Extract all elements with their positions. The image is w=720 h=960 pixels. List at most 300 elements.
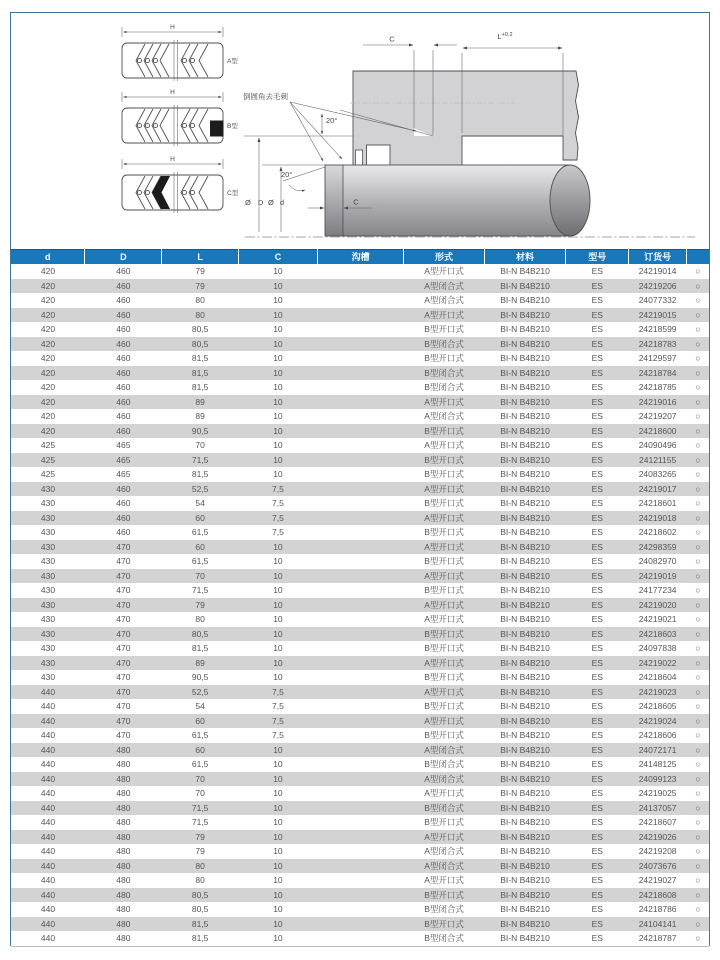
cell-form: A型开口式 xyxy=(424,686,464,697)
cell-form: B型开口式 xyxy=(424,701,464,711)
technical-drawing-area xyxy=(11,13,709,249)
cell-D: 470 xyxy=(116,556,131,566)
cell-order-no: 24219026 xyxy=(638,831,677,842)
cell-order-no: 24090496 xyxy=(638,440,677,450)
cell-groove xyxy=(317,395,404,410)
dim-h-label-a: H xyxy=(170,24,175,31)
rod-end xyxy=(550,165,590,236)
cell-C: 10 xyxy=(273,628,283,639)
cell-C: 7,5 xyxy=(272,512,284,523)
cell-C: 10 xyxy=(273,411,283,421)
center-ring-black xyxy=(152,176,170,209)
table-row xyxy=(11,627,709,642)
cell-form: A型开口式 xyxy=(424,875,464,885)
cell-order-no: 24218599 xyxy=(638,324,677,334)
cell-material: BI-N B4B210 xyxy=(500,802,550,813)
cell-model: ES xyxy=(591,411,603,421)
cell-d: 440 xyxy=(40,860,56,871)
status-cell: ○ xyxy=(695,556,701,566)
cell-model: ES xyxy=(591,425,603,436)
cell-D: 460 xyxy=(116,396,131,407)
cell-form: A型开口式 xyxy=(424,831,464,842)
table-row xyxy=(11,714,709,729)
status-cell: ○ xyxy=(695,744,701,755)
status-cell: ○ xyxy=(695,338,701,349)
cell-d: 440 xyxy=(40,686,56,697)
cell-L: 71,5 xyxy=(191,454,209,465)
cell-groove xyxy=(317,714,404,729)
cell-model: ES xyxy=(591,541,603,552)
cell-D: 460 xyxy=(116,280,131,291)
cell-form: B型开口式 xyxy=(424,730,464,740)
cell-model: ES xyxy=(591,280,603,291)
table-row xyxy=(11,409,709,424)
cell-order-no: 24218785 xyxy=(638,382,677,392)
cell-order-no: 24097838 xyxy=(638,643,677,653)
col-header-order-no: 订货号 xyxy=(629,250,687,265)
cell-model: ES xyxy=(591,759,603,769)
table-row xyxy=(11,293,709,308)
cell-material: BI-N B4B210 xyxy=(500,512,550,523)
cell-d: 440 xyxy=(40,788,56,798)
cell-C: 10 xyxy=(273,396,283,407)
cell-C: 7,5 xyxy=(272,686,284,697)
cell-material: BI-N B4B210 xyxy=(500,556,550,566)
cell-L: 70 xyxy=(195,440,205,450)
table-row xyxy=(11,743,709,758)
cell-model: ES xyxy=(591,527,603,537)
cell-form: A型开口式 xyxy=(424,483,464,494)
cell-form: B型闭合式 xyxy=(424,933,464,943)
cell-form: B型开口式 xyxy=(424,353,464,363)
table-row xyxy=(11,859,709,874)
cell-D: 470 xyxy=(116,599,131,610)
cell-D: 470 xyxy=(116,686,131,697)
cell-form: B型开口式 xyxy=(424,585,464,595)
cell-model: ES xyxy=(591,904,603,914)
cell-D: 460 xyxy=(116,338,131,349)
cell-material: BI-N B4B210 xyxy=(500,759,550,769)
cell-D: 460 xyxy=(116,382,131,392)
status-cell: ○ xyxy=(695,657,701,668)
cell-material: BI-N B4B210 xyxy=(500,425,550,436)
cell-order-no: 24219024 xyxy=(638,715,677,726)
seal-diagram-b xyxy=(122,89,238,146)
cell-C: 10 xyxy=(273,759,283,769)
cell-order-no: 24218783 xyxy=(638,338,677,349)
cell-material: BI-N B4B210 xyxy=(500,831,550,842)
cell-D: 465 xyxy=(116,469,131,479)
cell-material: BI-N B4B210 xyxy=(500,904,550,914)
cell-d: 425 xyxy=(40,454,56,465)
cell-D: 470 xyxy=(116,541,131,552)
col-header-model: 型号 xyxy=(566,250,629,265)
status-cell: ○ xyxy=(695,701,701,711)
cell-D: 460 xyxy=(116,324,131,334)
seal-type-c-label: C型 xyxy=(227,190,239,197)
cell-L: 81,5 xyxy=(191,382,209,392)
cell-d: 420 xyxy=(40,411,56,421)
cell-d: 440 xyxy=(40,730,56,740)
cell-C: 10 xyxy=(273,309,283,320)
cell-L: 81,5 xyxy=(191,933,209,943)
cell-material: BI-N B4B210 xyxy=(500,614,550,624)
cell-d: 420 xyxy=(40,309,56,320)
cell-form: B型闭合式 xyxy=(424,759,464,769)
cell-groove xyxy=(317,598,404,613)
cell-L: 81,5 xyxy=(191,469,209,479)
cell-D: 465 xyxy=(116,440,131,450)
cell-L: 80 xyxy=(195,860,205,871)
cell-groove xyxy=(317,728,404,743)
cell-d: 430 xyxy=(40,672,56,682)
cell-order-no: 24082970 xyxy=(638,556,677,566)
cell-d: 440 xyxy=(40,889,56,900)
cell-material: BI-N B4B210 xyxy=(500,367,550,378)
cell-form: A型开口式 xyxy=(424,309,464,320)
table-row xyxy=(11,931,709,946)
cell-D: 470 xyxy=(116,614,131,624)
cell-groove xyxy=(317,627,404,642)
cell-C: 10 xyxy=(273,918,283,929)
cell-L: 61,5 xyxy=(191,730,209,740)
cell-L: 80 xyxy=(195,614,205,624)
cell-L: 61,5 xyxy=(191,527,209,537)
cell-model: ES xyxy=(591,628,603,639)
cell-material: BI-N B4B210 xyxy=(500,715,550,726)
cell-material: BI-N B4B210 xyxy=(500,527,550,537)
status-cell: ○ xyxy=(695,469,701,479)
cell-d: 440 xyxy=(40,802,56,813)
cell-model: ES xyxy=(591,875,603,885)
cell-C: 10 xyxy=(273,440,283,450)
cell-model: ES xyxy=(591,614,603,624)
cell-C: 10 xyxy=(273,657,283,668)
status-cell: ○ xyxy=(695,483,701,494)
cell-form: A型开口式 xyxy=(424,657,464,668)
cell-d: 430 xyxy=(40,498,56,508)
cell-groove xyxy=(317,612,404,627)
table-row xyxy=(11,612,709,627)
cell-L: 80,5 xyxy=(191,338,209,349)
table-row xyxy=(11,902,709,917)
cell-material: BI-N B4B210 xyxy=(500,875,550,885)
cell-C: 10 xyxy=(273,904,283,914)
cell-L: 60 xyxy=(195,541,205,552)
cell-model: ES xyxy=(591,657,603,668)
cell-form: B型开口式 xyxy=(424,889,464,900)
cell-form: A型闭合式 xyxy=(424,773,464,784)
cell-groove xyxy=(317,641,404,656)
dia-bore-label: Ø D xyxy=(245,198,264,207)
col-header-material: 材料 xyxy=(484,250,566,265)
cell-groove xyxy=(317,685,404,700)
cell-groove xyxy=(317,279,404,294)
cell-C: 10 xyxy=(273,425,283,436)
cell-d: 430 xyxy=(40,643,56,653)
cell-d: 425 xyxy=(40,440,56,450)
cell-form: B型开口式 xyxy=(424,628,464,639)
cell-material: BI-N B4B210 xyxy=(500,628,550,639)
status-cell: ○ xyxy=(695,541,701,552)
cell-model: ES xyxy=(591,266,603,276)
cell-model: ES xyxy=(591,773,603,784)
table-row xyxy=(11,830,709,845)
cell-C: 10 xyxy=(273,846,283,856)
cell-D: 480 xyxy=(116,860,131,871)
cell-form: B型闭合式 xyxy=(424,904,464,914)
cell-L: 79 xyxy=(195,846,205,856)
cell-order-no: 24219017 xyxy=(638,483,677,494)
cell-D: 470 xyxy=(116,730,131,740)
cell-form: A型开口式 xyxy=(424,614,464,624)
cell-L: 80 xyxy=(195,295,205,305)
table-row xyxy=(11,844,709,859)
col-header-d: d xyxy=(11,250,85,265)
cell-groove xyxy=(317,815,404,830)
cell-C: 10 xyxy=(273,382,283,392)
cell-L: 52,5 xyxy=(191,483,209,494)
cell-C: 10 xyxy=(273,295,283,305)
cell-groove xyxy=(317,264,404,279)
status-cell: ○ xyxy=(695,918,701,929)
status-cell: ○ xyxy=(695,802,701,813)
cell-d: 420 xyxy=(40,280,56,291)
cell-d: 430 xyxy=(40,556,56,566)
cell-order-no: 24129597 xyxy=(638,353,677,363)
cell-form: B型开口式 xyxy=(424,918,464,929)
cell-L: 71,5 xyxy=(191,817,209,827)
cell-D: 480 xyxy=(116,933,131,943)
table-row xyxy=(11,598,709,613)
status-cell: ○ xyxy=(695,353,701,363)
catalog-page xyxy=(10,12,710,946)
cell-C: 10 xyxy=(273,614,283,624)
cell-d: 430 xyxy=(40,512,56,523)
cell-model: ES xyxy=(591,933,603,943)
table-row xyxy=(11,815,709,830)
cell-groove xyxy=(317,409,404,424)
cell-d: 420 xyxy=(40,396,56,407)
cell-d: 420 xyxy=(40,324,56,334)
cell-L: 89 xyxy=(195,411,205,421)
cell-D: 460 xyxy=(116,295,131,305)
cell-C: 10 xyxy=(273,541,283,552)
status-cell: ○ xyxy=(695,570,701,581)
cell-C: 10 xyxy=(273,454,283,465)
cell-material: BI-N B4B210 xyxy=(500,701,550,711)
cell-groove xyxy=(317,496,404,511)
status-cell: ○ xyxy=(695,599,701,610)
cell-form: A型开口式 xyxy=(424,599,464,610)
cell-order-no: 24219016 xyxy=(638,396,677,407)
cell-d: 420 xyxy=(40,295,56,305)
cell-material: BI-N B4B210 xyxy=(500,918,550,929)
cell-model: ES xyxy=(591,498,603,508)
status-cell: ○ xyxy=(695,715,701,726)
cell-L: 80,5 xyxy=(191,904,209,914)
cell-d: 430 xyxy=(40,483,56,494)
cell-order-no: 24073676 xyxy=(638,860,677,871)
cell-material: BI-N B4B210 xyxy=(500,643,550,653)
cell-C: 10 xyxy=(273,324,283,334)
cell-d: 430 xyxy=(40,527,56,537)
cell-model: ES xyxy=(591,643,603,653)
cell-D: 460 xyxy=(116,367,131,378)
status-cell: ○ xyxy=(695,411,701,421)
cell-model: ES xyxy=(591,730,603,740)
status-cell: ○ xyxy=(695,904,701,914)
cell-material: BI-N B4B210 xyxy=(500,498,550,508)
cell-d: 425 xyxy=(40,469,56,479)
table-row xyxy=(11,583,709,598)
cell-d: 440 xyxy=(40,918,56,929)
cell-material: BI-N B4B210 xyxy=(500,933,550,943)
seal-diagram-a xyxy=(122,24,238,81)
cell-C: 10 xyxy=(273,672,283,682)
cell-order-no: 24219027 xyxy=(638,875,677,885)
cell-d: 430 xyxy=(40,585,56,595)
cell-d: 420 xyxy=(40,425,56,436)
cell-material: BI-N B4B210 xyxy=(500,672,550,682)
pressure-ring-black xyxy=(210,121,224,137)
cell-D: 460 xyxy=(116,483,131,494)
cell-order-no: 24298359 xyxy=(638,541,677,552)
status-cell: ○ xyxy=(695,585,701,595)
cell-order-no: 24219022 xyxy=(638,657,677,668)
cell-groove xyxy=(317,699,404,714)
cell-groove xyxy=(317,337,404,352)
cell-form: B型开口式 xyxy=(424,454,464,465)
cell-D: 460 xyxy=(116,425,131,436)
cell-groove xyxy=(317,554,404,569)
cell-order-no: 24218601 xyxy=(638,498,677,508)
cell-L: 80,5 xyxy=(191,889,209,900)
cell-form: A型开口式 xyxy=(424,512,464,523)
cell-material: BI-N B4B210 xyxy=(500,483,550,494)
cell-groove xyxy=(317,757,404,772)
cell-form: A型闭合式 xyxy=(424,744,464,755)
status-cell: ○ xyxy=(695,512,701,523)
status-cell: ○ xyxy=(695,831,701,842)
cell-form: A型闭合式 xyxy=(424,295,464,305)
cell-C: 10 xyxy=(273,280,283,291)
status-cell: ○ xyxy=(695,440,701,450)
cell-groove xyxy=(317,931,404,946)
cell-groove xyxy=(317,830,404,845)
cell-order-no: 24219020 xyxy=(638,599,677,610)
cell-form: B型开口式 xyxy=(424,324,464,334)
cell-C: 7,5 xyxy=(272,715,284,726)
cell-order-no: 24218600 xyxy=(638,425,677,436)
cell-form: A型开口式 xyxy=(424,570,464,581)
table-row xyxy=(11,757,709,772)
cell-L: 80,5 xyxy=(191,628,209,639)
cell-model: ES xyxy=(591,512,603,523)
cell-form: A型闭合式 xyxy=(424,280,464,291)
cell-d: 420 xyxy=(40,338,56,349)
angle-top-label: 20° xyxy=(326,116,338,125)
dia-rod-label: Ø d xyxy=(268,198,285,207)
cell-d: 440 xyxy=(40,875,56,885)
cell-L: 54 xyxy=(195,701,205,711)
cell-material: BI-N B4B210 xyxy=(500,338,550,349)
table-row xyxy=(11,453,709,468)
status-cell: ○ xyxy=(695,730,701,740)
cell-order-no: 24121155 xyxy=(639,454,677,465)
table-row xyxy=(11,496,709,511)
cell-material: BI-N B4B210 xyxy=(500,846,550,856)
cell-L: 60 xyxy=(195,512,205,523)
status-cell: ○ xyxy=(695,846,701,856)
cell-C: 10 xyxy=(273,338,283,349)
cell-order-no: 24218786 xyxy=(638,904,677,914)
cell-form: B型闭合式 xyxy=(424,802,464,813)
seal-type-a-label: A型 xyxy=(227,58,238,65)
angle-bottom-label: 20° xyxy=(281,170,293,179)
cell-d: 430 xyxy=(40,614,56,624)
cell-model: ES xyxy=(591,570,603,581)
cell-model: ES xyxy=(591,715,603,726)
table-row xyxy=(11,670,709,685)
cell-L: 81,5 xyxy=(191,918,209,929)
cell-d: 440 xyxy=(40,817,56,827)
technical-drawing xyxy=(11,13,709,249)
cell-order-no: 24218603 xyxy=(638,628,677,639)
cell-groove xyxy=(317,917,404,932)
cell-material: BI-N B4B210 xyxy=(500,266,550,276)
cell-groove xyxy=(317,424,404,439)
cell-model: ES xyxy=(591,309,603,320)
cell-L: 90,5 xyxy=(191,672,209,682)
cell-model: ES xyxy=(591,918,603,929)
cell-material: BI-N B4B210 xyxy=(500,324,550,334)
cell-D: 460 xyxy=(116,411,131,421)
table-row xyxy=(11,511,709,526)
cell-model: ES xyxy=(591,454,603,465)
cell-model: ES xyxy=(591,599,603,610)
cell-L: 81,5 xyxy=(191,353,209,363)
cell-D: 480 xyxy=(116,831,131,842)
cell-order-no: 24219014 xyxy=(638,266,677,276)
cell-L: 79 xyxy=(195,831,205,842)
cell-material: BI-N B4B210 xyxy=(500,889,550,900)
cell-material: BI-N B4B210 xyxy=(500,860,550,871)
parts-table xyxy=(11,249,709,947)
table-row xyxy=(11,380,709,395)
table-row xyxy=(11,351,709,366)
cell-L: 80 xyxy=(195,309,205,320)
cell-form: A型开口式 xyxy=(424,266,464,276)
table-row xyxy=(11,438,709,453)
cell-groove xyxy=(317,351,404,366)
status-cell: ○ xyxy=(695,309,701,320)
cell-model: ES xyxy=(591,744,603,755)
parts-table-body xyxy=(11,264,709,946)
cell-groove xyxy=(317,308,404,323)
cell-L: 61,5 xyxy=(191,759,209,769)
cell-D: 460 xyxy=(116,309,131,320)
col-header-status xyxy=(687,250,709,265)
cell-L: 81,5 xyxy=(191,367,209,378)
table-row xyxy=(11,322,709,337)
table-row xyxy=(11,308,709,323)
table-row xyxy=(11,685,709,700)
cell-C: 10 xyxy=(273,802,283,813)
cell-order-no: 24077332 xyxy=(638,295,677,305)
cell-d: 440 xyxy=(40,701,56,711)
cell-D: 470 xyxy=(116,628,131,639)
